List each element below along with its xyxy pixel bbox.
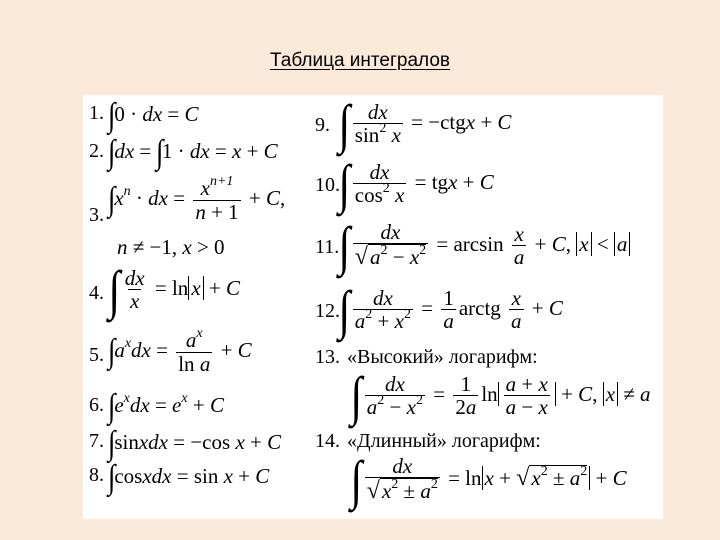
item-1-formula: ∫0 · dx = C xyxy=(107,97,199,134)
item-9-formula: ∫ $\frac{dx}{\sin^2 x}$ = −ctgx + C xyxy=(338,94,512,154)
item-3-condition: n ≠ −1, x > 0 xyxy=(117,235,225,259)
item-10-number: 10. xyxy=(315,174,340,196)
integral-table xyxy=(83,95,663,519)
item-3-number: 3. xyxy=(89,204,104,226)
item-8-number: 8. xyxy=(89,464,104,486)
slide-title: Таблица интегралов xyxy=(270,50,450,71)
item-8-formula: ∫cosxdx = sin x + C xyxy=(107,459,270,496)
item-11-formula: ∫ $\frac{dx}{√a^2 - x^2}$ = arcsin $\frac{x}{a}$ + C, x < a xyxy=(339,219,630,273)
item-4-number: 4. xyxy=(89,282,104,304)
item-11-number: 11. xyxy=(315,236,340,258)
item-13-label: «Высокий» логарифм: xyxy=(347,346,538,368)
item-13-formula: ∫ $\frac{dx}{a^2 - x^2}$ = $\frac{1}{2a}$ ln $\frac{a + x}{a - x}$ + C, x ≠ a xyxy=(350,366,651,426)
item-10-formula: ∫ $\frac{dx}{\cos^2 x}$ = tgx + C xyxy=(338,154,494,214)
item-14-number: 14. xyxy=(315,430,340,452)
item-14-label: «Длинный» логарифм: xyxy=(347,430,541,452)
item-2-formula: ∫dx = ∫1 · dx = x + C xyxy=(107,134,278,171)
item-12-formula: ∫ $\frac{dx}{a^2 + x^2}$ = $\frac{1}{a}$ arctg $\frac{x}{a}$ + C xyxy=(338,280,563,340)
item-7-formula: ∫sinxdx = −cos x + C xyxy=(107,425,282,462)
item-7-number: 7. xyxy=(89,430,104,452)
item-3-formula: $\int x^n$ · dx = $\frac{x^{n+1}}{n + 1}$ + C, xyxy=(107,174,286,224)
item-5-formula: $\int a^xdx$ = $\frac{a^x}{\text{ln a}}$ + C xyxy=(107,326,252,376)
item-9-number: 9. xyxy=(315,114,330,136)
item-6-number: 6. xyxy=(89,394,104,416)
item-6-formula: $\int e^xdx = e^x + C$ xyxy=(107,388,224,425)
item-13-number: 13. xyxy=(315,346,340,368)
item-14-formula: ∫ $\frac{dx}{√x^2 \pm a^2}$ = $\ln x + √x^2 \pm a^2 + C$ xyxy=(350,450,627,510)
item-1-number: 1. xyxy=(89,102,104,124)
item-5-number: 5. xyxy=(89,344,104,366)
item-4-formula: ∫ $\frac{dx}{x}$ = ln x + C xyxy=(108,260,240,320)
item-2-number: 2. xyxy=(89,140,104,162)
item-12-number: 12. xyxy=(315,300,340,322)
